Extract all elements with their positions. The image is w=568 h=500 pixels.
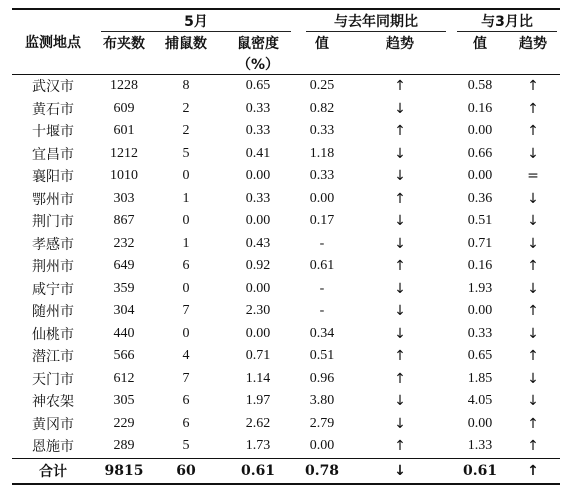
cell-yoy-value: 0.51 — [309, 348, 335, 364]
cell-site: 神农架 — [32, 394, 74, 411]
cell-density: 2.30 — [245, 303, 271, 319]
cell-mar-trend: ↑ — [527, 348, 539, 365]
table-row — [12, 165, 560, 188]
cell-density: 0.00 — [245, 213, 271, 229]
cell-mar-trend: ↑ — [527, 78, 539, 95]
cell-yoy-value: 0.17 — [309, 213, 335, 229]
cell-rats: 6 — [182, 393, 190, 409]
cell-density: 1.97 — [245, 393, 271, 409]
cell-yoy-trend: ↑ — [394, 190, 406, 207]
cell-site: 天门市 — [32, 371, 74, 388]
cell-site: 鄂州市 — [32, 191, 74, 208]
cell-rats: 0 — [182, 168, 190, 184]
table-row — [12, 233, 560, 256]
cell-density: 1.14 — [245, 370, 271, 386]
cell-density: 0.33 — [245, 123, 271, 139]
cell-mar-value: 0.33 — [467, 325, 493, 341]
cell-yoy-value: 2.79 — [309, 415, 335, 431]
cell-yoy-value: 0.33 — [309, 123, 335, 139]
cell-site: 黄石市 — [32, 101, 74, 118]
cell-density: 1.73 — [245, 438, 271, 454]
total-row — [12, 458, 560, 484]
cell-yoy-trend: ↑ — [394, 258, 406, 275]
cell-yoy-trend: ↓ — [394, 235, 406, 252]
cell-density: 0.00 — [245, 325, 271, 341]
cell-mar-value: 0.66 — [467, 145, 493, 161]
cell-yoy-value: 0.34 — [309, 325, 335, 341]
rodent-density-table — [12, 8, 560, 485]
cell-yoy-value: - — [319, 280, 325, 296]
cell-rats: 2 — [182, 123, 190, 139]
table-row — [12, 143, 560, 166]
cell-traps: 303 — [113, 190, 135, 206]
cell-rats: 8 — [182, 78, 190, 94]
cell-density: 0.92 — [245, 258, 271, 274]
cell-mar-trend: ↑ — [527, 258, 539, 275]
cell-yoy-trend: ↑ — [394, 123, 406, 140]
cell-traps: 566 — [113, 348, 135, 364]
cell-mar-value: 0.65 — [467, 348, 493, 364]
cell-site: 潜江市 — [32, 349, 74, 366]
cell-mar-trend: ↑ — [527, 123, 539, 140]
table-row — [12, 413, 560, 436]
header-traps: 布夹数 — [103, 36, 145, 52]
cell-yoy-trend: ↓ — [394, 393, 406, 410]
table-row — [12, 300, 560, 323]
table-row — [12, 210, 560, 233]
cell-rats: 7 — [182, 370, 190, 386]
cell-mar-trend: ↑ — [527, 303, 539, 320]
cell-traps: 304 — [113, 303, 135, 319]
cell-yoy-trend: ↓ — [394, 213, 406, 230]
cell-yoy-value: - — [319, 235, 325, 251]
cell-mar-value: 0.00 — [467, 415, 493, 431]
header-site: 监测地点 — [12, 9, 94, 75]
cell-rats: 1 — [182, 190, 190, 206]
cell-mar-trend: = — [527, 168, 539, 185]
table-row — [12, 255, 560, 278]
cell-yoy-trend: ↓ — [394, 415, 406, 432]
total-yoy-value: 0.78 — [298, 458, 346, 484]
table-row — [12, 390, 560, 413]
cell-mar-value: 0.00 — [467, 123, 493, 139]
table-row — [12, 278, 560, 301]
cell-yoy-trend: ↓ — [394, 145, 406, 162]
cell-traps: 612 — [113, 370, 135, 386]
cell-yoy-trend: ↑ — [394, 438, 406, 455]
cell-mar-value: 0.00 — [467, 303, 493, 319]
cell-density: 0.65 — [245, 78, 271, 94]
cell-rats: 0 — [182, 325, 190, 341]
header-yoy: 与去年同期比 — [306, 11, 446, 32]
cell-mar-value: 1.85 — [467, 370, 493, 386]
cell-yoy-value: 0.33 — [309, 168, 335, 184]
cell-density: 0.43 — [245, 235, 271, 251]
cell-traps: 867 — [113, 213, 135, 229]
total-mar-trend: ↑ — [506, 458, 560, 484]
cell-site: 十堰市 — [32, 124, 74, 141]
cell-site: 荆门市 — [32, 214, 74, 231]
cell-traps: 609 — [113, 100, 135, 116]
cell-rats: 1 — [182, 235, 190, 251]
cell-yoy-value: 0.25 — [309, 78, 335, 94]
cell-yoy-trend: ↑ — [394, 78, 406, 95]
cell-site: 孝感市 — [32, 236, 74, 253]
header-mar-value: 值 — [473, 36, 488, 52]
cell-mar-trend: ↑ — [527, 100, 539, 117]
total-density: 0.61 — [218, 458, 298, 484]
cell-yoy-trend: ↑ — [394, 370, 406, 387]
cell-density: 0.41 — [245, 145, 271, 161]
cell-yoy-trend: ↓ — [394, 168, 406, 185]
table-row — [12, 435, 560, 458]
cell-yoy-trend: ↓ — [394, 100, 406, 117]
total-mar-value: 0.61 — [454, 458, 506, 484]
cell-rats: 2 — [182, 100, 190, 116]
cell-yoy-trend: ↓ — [394, 325, 406, 342]
table-row — [12, 368, 560, 391]
cell-mar-value: 4.05 — [467, 393, 493, 409]
header-may: 5月 — [101, 11, 291, 32]
cell-traps: 359 — [113, 280, 135, 296]
cell-mar-value: 0.00 — [467, 168, 493, 184]
total-traps: 9815 — [94, 458, 154, 484]
total-yoy-trend: ↓ — [346, 458, 454, 484]
header-yoy-value: 值 — [315, 36, 330, 52]
cell-density: 0.33 — [245, 190, 271, 206]
cell-mar-trend: ↑ — [527, 438, 539, 455]
cell-density: 0.00 — [245, 168, 271, 184]
cell-site: 仙桃市 — [32, 326, 74, 343]
cell-mar-trend: ↑ — [527, 415, 539, 432]
cell-yoy-value: 0.00 — [309, 438, 335, 454]
cell-rats: 5 — [182, 438, 190, 454]
cell-site: 武汉市 — [32, 79, 74, 96]
cell-rats: 6 — [182, 415, 190, 431]
header-rats: 捕鼠数 — [165, 36, 207, 52]
cell-site: 恩施市 — [32, 439, 74, 456]
cell-traps: 1228 — [110, 78, 138, 94]
table-row — [12, 75, 560, 98]
cell-mar-trend: ↓ — [527, 190, 539, 207]
cell-mar-value: 0.58 — [467, 78, 493, 94]
cell-yoy-value: 0.96 — [309, 370, 335, 386]
cell-traps: 1010 — [110, 168, 138, 184]
cell-yoy-trend: ↑ — [394, 348, 406, 365]
cell-mar-value: 1.93 — [467, 280, 493, 296]
cell-mar-trend: ↓ — [527, 325, 539, 342]
header-mar-trend: 趋势 — [519, 36, 548, 52]
header-vs-march: 与3月比 — [457, 11, 557, 32]
cell-traps: 601 — [113, 123, 135, 139]
cell-rats: 0 — [182, 213, 190, 229]
cell-yoy-trend: ↓ — [394, 303, 406, 320]
cell-mar-value: 1.33 — [467, 438, 493, 454]
cell-site: 荆州市 — [32, 259, 74, 276]
cell-mar-trend: ↓ — [527, 145, 539, 162]
cell-yoy-value: 0.61 — [309, 258, 335, 274]
table-row — [12, 98, 560, 121]
table-row — [12, 120, 560, 143]
table-row — [12, 345, 560, 368]
cell-site: 黄冈市 — [32, 416, 74, 433]
cell-rats: 0 — [182, 280, 190, 296]
cell-mar-trend: ↓ — [527, 213, 539, 230]
cell-site: 宜昌市 — [32, 146, 74, 163]
cell-density: 2.62 — [245, 415, 271, 431]
cell-traps: 649 — [113, 258, 135, 274]
cell-yoy-value: 3.80 — [309, 393, 335, 409]
header-density: 鼠密度 — [237, 36, 279, 52]
cell-mar-value: 0.71 — [467, 235, 493, 251]
total-label: 合计 — [12, 458, 94, 484]
cell-yoy-trend: ↓ — [394, 280, 406, 297]
cell-mar-trend: ↓ — [527, 370, 539, 387]
cell-mar-trend: ↓ — [527, 393, 539, 410]
cell-traps: 1212 — [110, 145, 138, 161]
cell-rats: 4 — [182, 348, 190, 364]
cell-traps: 289 — [113, 438, 135, 454]
cell-rats: 6 — [182, 258, 190, 274]
table-row — [12, 188, 560, 211]
cell-mar-value: 0.51 — [467, 213, 493, 229]
cell-traps: 232 — [113, 235, 135, 251]
cell-yoy-value: 0.82 — [309, 100, 335, 116]
cell-density: 0.00 — [245, 280, 271, 296]
cell-yoy-value: - — [319, 303, 325, 319]
cell-site: 咸宁市 — [32, 281, 74, 298]
header-yoy-trend: 趋势 — [386, 36, 415, 52]
table-row — [12, 323, 560, 346]
cell-mar-value: 0.36 — [467, 190, 493, 206]
cell-traps: 440 — [113, 325, 135, 341]
cell-yoy-value: 0.00 — [309, 190, 335, 206]
cell-mar-value: 0.16 — [467, 258, 493, 274]
cell-mar-trend: ↓ — [527, 280, 539, 297]
total-rats: 60 — [154, 458, 218, 484]
cell-density: 0.33 — [245, 100, 271, 116]
cell-mar-trend: ↓ — [527, 235, 539, 252]
cell-traps: 305 — [113, 393, 135, 409]
cell-traps: 229 — [113, 415, 135, 431]
cell-density: 0.71 — [245, 348, 271, 364]
cell-yoy-value: 1.18 — [309, 145, 335, 161]
cell-mar-value: 0.16 — [467, 100, 493, 116]
cell-rats: 7 — [182, 303, 190, 319]
cell-site: 襄阳市 — [32, 169, 74, 186]
header-density-unit: （%） — [218, 54, 298, 75]
cell-rats: 5 — [182, 145, 190, 161]
cell-site: 随州市 — [32, 304, 74, 321]
